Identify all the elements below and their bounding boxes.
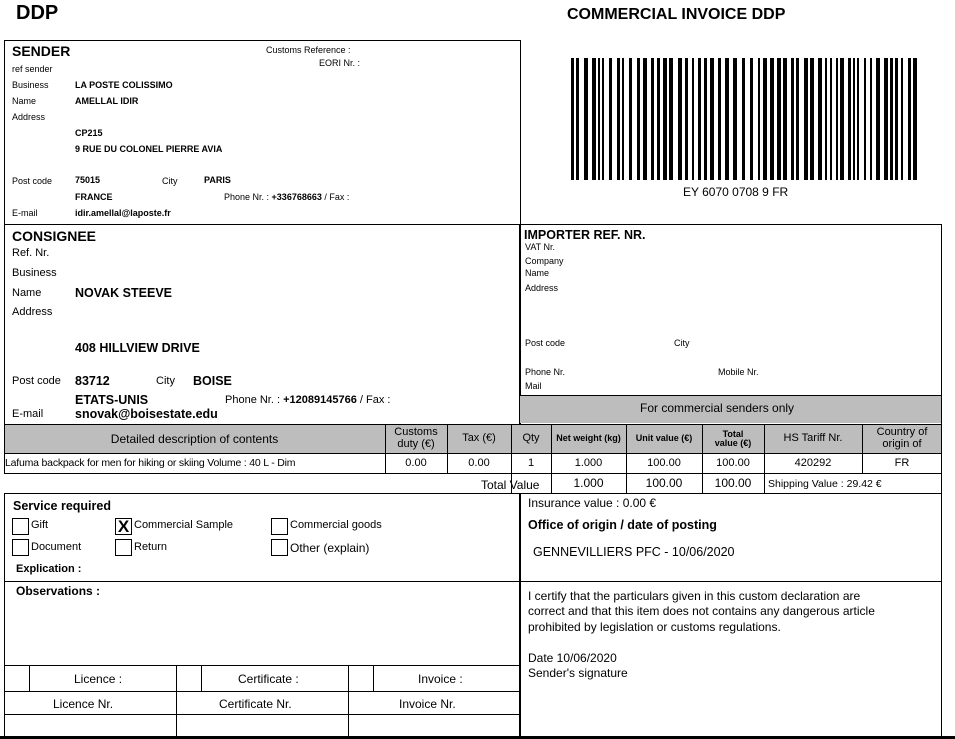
col-tax-header: Tax (€) (462, 432, 496, 445)
barcode-bar (830, 58, 832, 180)
row-customs-duty: 0.00 (405, 456, 427, 469)
row-tax: 0.00 (468, 456, 490, 469)
barcode-bar (848, 58, 851, 180)
row-unit-value: 100.00 (647, 456, 681, 469)
barcode-bar (870, 58, 872, 180)
row-net-weight: 1.000 (574, 456, 603, 469)
gift-checkbox[interactable] (12, 518, 29, 535)
importer-mail-label: Mail (525, 381, 542, 391)
return-checkbox[interactable] (115, 539, 132, 556)
row-country-origin: FR (894, 456, 910, 469)
barcode-bar (602, 58, 604, 180)
barcode-bar (913, 58, 917, 180)
commercial-senders-note: For commercial senders only (640, 401, 795, 415)
gift-label: Gift (31, 519, 49, 531)
commercial-goods-checkbox[interactable] (271, 518, 288, 535)
barcode-bar (750, 58, 753, 180)
sender-phone-value: +336768663 (271, 192, 322, 202)
office-origin-heading: Office of origin / date of posting (528, 518, 717, 532)
shipping-value: Shipping Value : 29.42 € (768, 478, 882, 490)
barcode-bar (818, 58, 822, 180)
sender-phone (224, 193, 349, 202)
consignee-phone-value: +12089145766 (283, 394, 357, 406)
barcode-bar (617, 58, 620, 180)
barcode (569, 58, 923, 180)
return-label: Return (134, 541, 168, 553)
barcode-bar (777, 58, 781, 180)
consignee-email-value: snovak@boisestate.edu (75, 407, 218, 421)
importer-name-label: Name (525, 268, 550, 278)
certificate-label: Certificate : (238, 672, 299, 686)
invoice-nr-label: Invoice Nr. (399, 697, 456, 711)
consignee-country-value: ETATS-UNIS (75, 393, 149, 407)
eori-label: EORI Nr. : (319, 58, 361, 68)
barcode-bar (692, 58, 694, 180)
barcode-bar (890, 58, 893, 180)
commercial-goods-label: Commercial goods (290, 519, 382, 531)
barcode-bar (770, 58, 774, 180)
barcode-bar (663, 58, 667, 180)
consignee-fax-label: / Fax : (359, 394, 391, 406)
commercial-sample-label: Commercial Sample (134, 519, 234, 531)
barcode-bar (796, 58, 799, 180)
barcode-bar (908, 58, 911, 180)
commercial-sample-checkbox[interactable]: X (115, 518, 132, 535)
barcode-bar (584, 58, 588, 180)
barcode-bar (758, 58, 760, 180)
col-description-header: Detailed description of contents (110, 431, 279, 446)
consignee-ref-label: Ref. Nr. (12, 247, 50, 259)
barcode-bar (678, 58, 682, 180)
importer-mobile-label: Mobile Nr. (718, 367, 759, 377)
importer-company-label: Company (525, 256, 564, 266)
importer-address-label: Address (525, 283, 559, 293)
importer-vat-label: VAT Nr. (525, 242, 556, 252)
barcode-bar (804, 58, 808, 180)
total-unit-value: 100.00 (645, 476, 683, 491)
barcode-bar (704, 58, 707, 180)
barcode-bar (791, 58, 794, 180)
barcode-bar (629, 58, 632, 180)
document-label: Document (31, 541, 82, 553)
consignee-address-value: 408 HILLVIEW DRIVE (75, 341, 200, 355)
barcode-bar (571, 58, 574, 180)
col-hs-tariff-header: HS Tariff Nr. (783, 432, 843, 445)
sender-postcode-label: Post code (12, 176, 53, 186)
consignee-phone (225, 395, 390, 406)
barcode-bar (810, 58, 814, 180)
sender-email-value: idir.amellal@laposte.fr (75, 208, 171, 218)
ddp-label: DDP (16, 2, 59, 24)
other-checkbox[interactable] (271, 539, 288, 556)
sender-business-label: Business (12, 80, 49, 90)
document-checkbox[interactable] (12, 539, 29, 556)
col-unit-value-header: Unit value (€) (635, 433, 693, 444)
sender-address-line1: CP215 (75, 128, 103, 138)
barcode-bar (592, 58, 596, 180)
barcode-bar (685, 58, 688, 180)
barcode-bar (853, 58, 855, 180)
observations-heading: Observations : (16, 584, 101, 598)
sender-business-value: LA POSTE COLISSIMO (75, 80, 173, 90)
sender-fax-label: / Fax : (324, 192, 350, 202)
barcode-bars (569, 58, 923, 180)
barcode-bar (576, 58, 579, 180)
col-customs-duty-header: Customs duty (€) (394, 426, 438, 450)
page-title: COMMERCIAL INVOICE DDP (567, 6, 786, 23)
consignee-address-label: Address (12, 306, 53, 318)
barcode-bar (718, 58, 721, 180)
licence-nr-label: Licence Nr. (53, 697, 114, 711)
consignee-phone-label: Phone Nr. : (225, 394, 281, 406)
invoice-label: Invoice : (418, 672, 463, 686)
sender-address-label: Address (12, 112, 46, 122)
sender-name-value: AMELLAL IDIR (75, 96, 139, 106)
importer-postcode-label: Post code (525, 338, 566, 348)
certification-date: Date 10/06/2020 (528, 651, 617, 665)
consignee-name-value: NOVAK STEEVE (75, 286, 173, 300)
consignee-heading: CONSIGNEE (12, 228, 97, 244)
importer-city-label: City (674, 338, 690, 348)
total-net-weight: 1.000 (573, 476, 604, 491)
row-total-value: 100.00 (716, 456, 750, 469)
consignee-business-label: Business (12, 267, 57, 279)
barcode-bar (864, 58, 866, 180)
consignee-name-label: Name (12, 287, 42, 299)
certification-line1: I certify that the particulars given in this custom declaration are (528, 589, 861, 603)
consignee-email-label: E-mail (12, 408, 44, 420)
sender-signature-label: Sender's signature (528, 666, 628, 680)
col-country-origin-header: Country of origin of (876, 426, 928, 450)
tracking-number: EY 6070 0708 9 FR (683, 185, 789, 199)
barcode-bar (895, 58, 898, 180)
importer-phone-label: Phone Nr. (525, 367, 566, 377)
total-value-label: Total Value (481, 478, 540, 492)
certificate-nr-label: Certificate Nr. (219, 697, 292, 711)
consignee-postcode-value: 83712 (75, 374, 110, 388)
row-description: Lafuma backpack for men for hiking or skiing Volume : 40 L - Dim (5, 457, 296, 469)
barcode-bar (763, 58, 767, 180)
office-origin-value: GENNEVILLIERS PFC - 10/06/2020 (533, 545, 735, 559)
barcode-bar (643, 58, 647, 180)
importer-heading: IMPORTER REF. NR. (524, 228, 646, 242)
barcode-bar (840, 58, 844, 180)
barcode-bar (669, 58, 673, 180)
barcode-bar (651, 58, 654, 180)
barcode-bar (876, 58, 880, 180)
barcode-bar (657, 58, 660, 180)
col-net-weight-header: Net weight (kg) (556, 433, 621, 444)
row-hs-tariff: 420292 (794, 456, 832, 469)
insurance-value: Insurance value : 0.00 € (528, 496, 657, 510)
other-label: Other (explain) (290, 541, 370, 555)
consignee-postcode-label: Post code (12, 375, 61, 387)
barcode-bar (609, 58, 612, 180)
sender-ref-label: ref sender (12, 64, 53, 74)
certification-line2: correct and that this item does not contains any dangerous article (528, 604, 875, 618)
service-heading: Service required (13, 499, 111, 513)
sender-postcode-value: 75015 (75, 175, 101, 185)
explication-label: Explication : (16, 563, 82, 575)
barcode-bar (698, 58, 701, 180)
barcode-bar (598, 58, 600, 180)
sender-name-label: Name (12, 96, 37, 106)
certification-line3: prohibited by legislation or customs regulations. (528, 620, 781, 634)
sender-country-value: FRANCE (75, 192, 113, 202)
consignee-city-value: BOISE (193, 374, 232, 388)
sender-city-label: City (162, 176, 178, 186)
barcode-bar (725, 58, 729, 180)
licence-label: Licence : (74, 672, 123, 686)
total-total-value: 100.00 (714, 476, 752, 491)
col-qty-header: Qty (522, 432, 540, 445)
sender-heading: SENDER (12, 43, 71, 59)
customs-reference-label: Customs Reference : (266, 45, 351, 55)
barcode-bar (901, 58, 903, 180)
barcode-bar (857, 58, 859, 180)
col-total-value-header: Total value (€) (714, 428, 752, 448)
barcode-bar (884, 58, 888, 180)
barcode-bar (783, 58, 787, 180)
sender-city-value: PARIS (204, 175, 231, 185)
barcode-bar (622, 58, 624, 180)
sender-email-label: E-mail (12, 208, 38, 218)
consignee-city-label: City (156, 375, 175, 387)
barcode-bar (742, 58, 745, 180)
barcode-bar (825, 58, 827, 180)
barcode-bar (733, 58, 737, 180)
barcode-bar (836, 58, 838, 180)
row-qty: 1 (527, 456, 535, 469)
barcode-bar (637, 58, 640, 180)
sender-phone-label: Phone Nr. : (224, 192, 270, 202)
barcode-bar (710, 58, 714, 180)
sender-address-line2: 9 RUE DU COLONEL PIERRE AVIA (75, 144, 223, 154)
